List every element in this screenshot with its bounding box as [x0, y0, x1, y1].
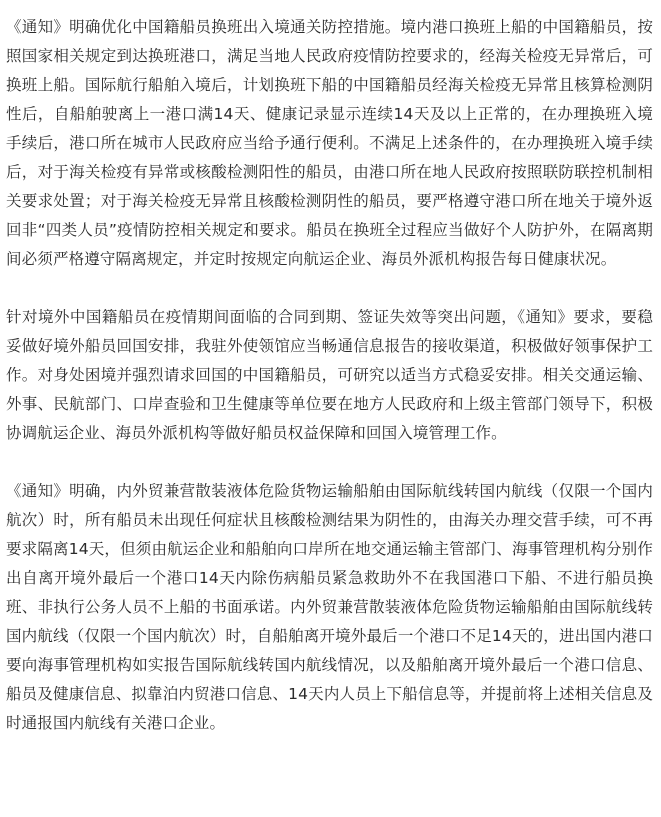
- paragraph-overseas-crew-return: 针对境外中国籍船员在疫情期间面临的合同到期、签证失效等突出问题，《通知》要求，要稳妥做好境外船员回国安排，我驻外使领馆应当畅通信息报告的接收渠道，积极做好领事保护工作。对身处困境并强烈请求回国的中国籍船员，可研究以适当方式稳妥安排。相关交通运输、外事、民航部门、口岸查验和卫生健康等单位要在地方人民政府和上级主管部门领导下，积极协调航运企业、海员外派机构等做好船员权益保障和回国入境管理工作。: [6, 308, 653, 442]
- paragraph-dangerous-goods-vessels: 《通知》明确，内外贸兼营散装液体危险货物运输船舶由国际航线转国内航线（仅限一个国内航次）时，所有船员未出现任何症状且核酸检测结果为阴性的，由海关办理交营手续，可不再要求隔离14天，但须由航运企业和船舶向口岸所在地交通运输主管部门、海事管理机构分别作出自离开境外最后一个港口14天内除伤病船员紧急救助外不在我国港口下船、不进行船员换班、非执行公务人员不上船的书面承诺。内外贸兼营散装液体危险货物运输船舶由国际航线转国内航线（仅限一个国内航次）时，自船舶离开境外最后一个港口不足14天的，进出国内港口要向海事管理机构如实报告国际航线转国内航线情况，以及船舶离开境外最后一个港口信息、船员及健康信息、拟靠泊内贸港口信息、14天内人员上下船信息等，并提前将上述相关信息及时通报国内航线有关港口企业。: [6, 482, 653, 732]
- paragraph-crew-change-measures: 《通知》明确优化中国籍船员换班出入境通关防控措施。境内港口换班上船的中国籍船员，按照国家相关规定到达换班港口，满足当地人民政府疫情防控要求的，经海关检疫无异常后，可换班上船。国际航行船舶入境后，计划换班下船的中国籍船员经海关检疫无异常且核算检测阴性后，自船舶驶离上一港口满14天、健康记录显示连续14天及以上正常的，在办理换班入境手续后，港口所在城市人民政府应当给予通行便利。不满足上述条件的，在办理换班入境手续后，对于海关检疫有异常或核酸检测阳性的船员，由港口所在地人民政府按照联防联控机制相关要求处置；对于海关检疫无异常且核酸检测阴性的船员，要严格遵守港口所在地关于境外返回非“四类人员”疫情防控相关规定和要求。船员在换班全过程应当做好个人防护外，在隔离期间必须严格遵守隔离规定，并定时按规定向航运企业、海员外派机构报告每日健康状况。: [6, 18, 653, 268]
